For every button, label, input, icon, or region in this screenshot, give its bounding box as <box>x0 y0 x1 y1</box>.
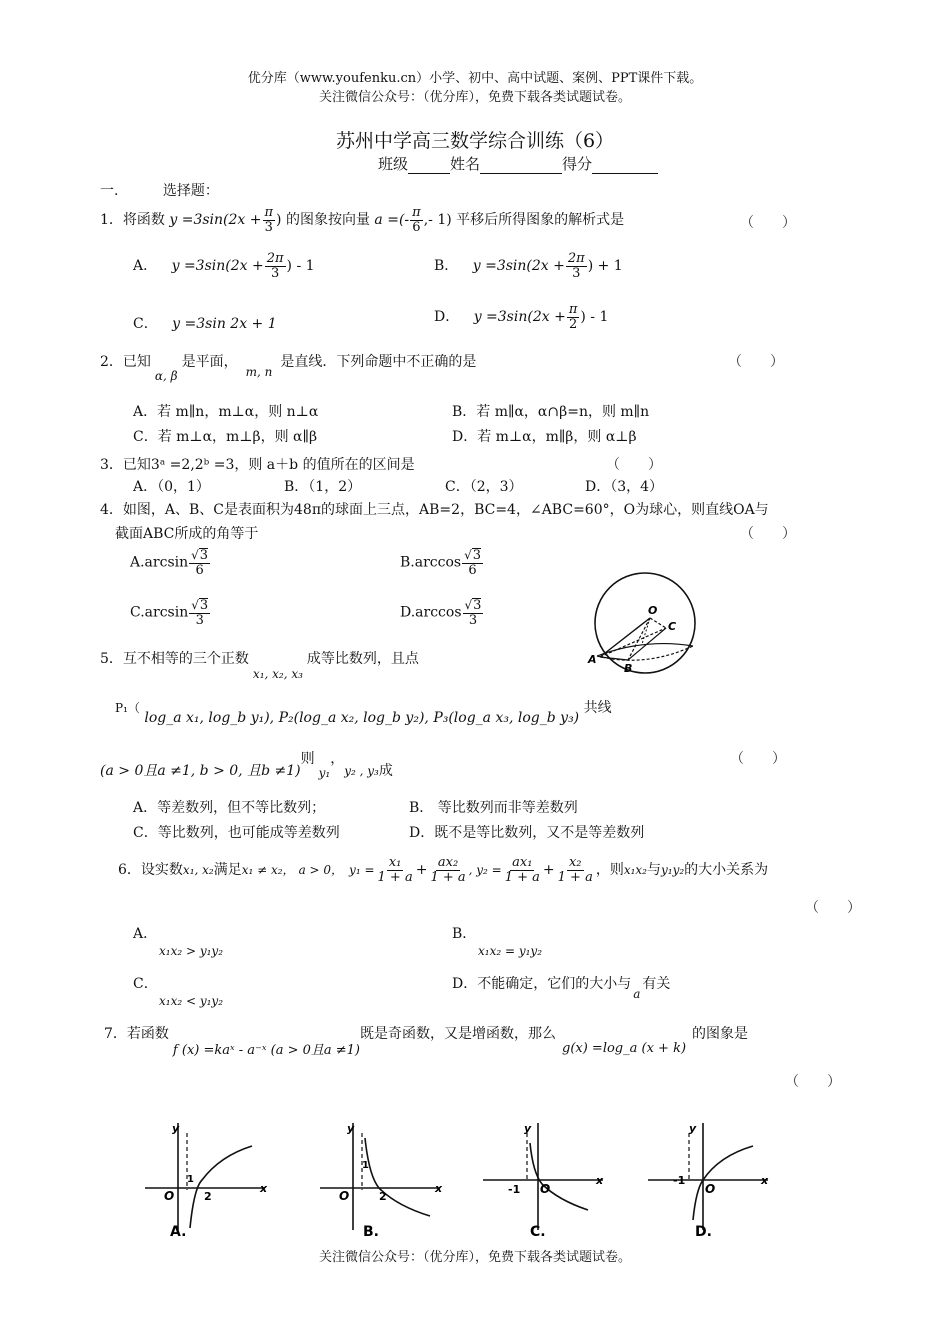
section-heading <box>100 180 219 200</box>
q4-option-d[interactable] <box>400 598 484 627</box>
q6-xx: x₁x₂ <box>623 863 647 878</box>
q5-text-b: 成等比数列，且点 <box>306 651 419 667</box>
question-5 <box>100 648 419 681</box>
q6-option-c[interactable] <box>133 973 223 1009</box>
q1-option-c[interactable] <box>133 313 277 333</box>
q1-b-tail: ) + 1 <box>587 258 623 275</box>
q1-vec-end: ,- 1) <box>423 212 452 229</box>
label-a: A <box>588 653 597 666</box>
q1-close: ) <box>276 212 282 229</box>
y-label: y <box>172 1122 180 1135</box>
question-4-line2: 截面ABC所成的角等于 <box>115 526 259 542</box>
q5-collinear: 共线 <box>583 700 612 716</box>
q4-c-den: 3 <box>195 612 204 628</box>
graph-a[interactable] <box>140 1118 275 1240</box>
q4-option-c[interactable] <box>130 598 211 627</box>
q1-a-num: 2π <box>266 251 284 266</box>
q6-f3-den: 1 + a <box>504 869 540 885</box>
q4-b-label: B.arccos <box>400 554 462 571</box>
q4-option-a[interactable] <box>130 548 211 577</box>
segment-oc <box>650 618 666 628</box>
q6-c-label: C． <box>133 976 158 992</box>
origin-label: O <box>705 1182 716 1196</box>
q6-f3-num: ax₁ <box>512 855 533 870</box>
q1-func: y =3sin(2x + <box>169 212 262 229</box>
q6-yy: y₁y₂ <box>660 863 685 878</box>
score-label: 得分 <box>562 155 593 173</box>
q1-d-frac <box>567 303 580 331</box>
q2-number: 2． <box>100 354 123 370</box>
q5-points <box>115 697 612 726</box>
q3-number: 3． <box>100 457 123 473</box>
log-curve <box>693 1146 753 1220</box>
q1-a-frac <box>265 252 286 280</box>
q4-c-frac: $\frac{√3}{3}$ <box>191 598 209 628</box>
q6-frac-2 <box>428 856 467 884</box>
q3-option-b[interactable]: B．（1，2） <box>284 479 362 495</box>
question-3 <box>100 454 415 474</box>
question-1 <box>100 206 624 234</box>
graph-label: B. <box>363 1224 379 1240</box>
q1-b-den: 3 <box>572 265 581 281</box>
q4-b-den: 6 <box>468 562 477 578</box>
q6-frac-3 <box>503 856 542 884</box>
q4-b-num: 3 <box>472 548 482 563</box>
q1-c-expr: y =3sin 2x + 1 <box>172 316 277 332</box>
q6-y2-lhs: , y₂ = <box>468 863 502 878</box>
q5-xs: x₁, x₂, x₃ <box>252 667 303 681</box>
q5-option-c[interactable]: C．等比数列，也可能成等差数列 <box>133 825 340 841</box>
q5-condition <box>100 748 393 780</box>
x-label: x <box>435 1182 443 1195</box>
q7-text-b: 既是奇函数，又是增函数，那么 <box>360 1026 556 1042</box>
graph-label: A. <box>170 1224 187 1240</box>
q1-a-tail: ) - 1 <box>286 258 315 275</box>
q1-b-frac <box>566 252 587 280</box>
segment-ob <box>628 618 650 660</box>
q3-answer-paren[interactable]: （ ） <box>606 457 662 473</box>
q1-vec-den: 6 <box>412 219 421 235</box>
q1-text-c: 平移后所得图象的解析式是 <box>456 212 625 229</box>
class-label: 班级 <box>378 155 409 173</box>
page-title: 苏州中学高三数学综合训练（6） <box>335 130 615 152</box>
q5-option-d[interactable]: D．既不是等比数列，又不是等差数列 <box>409 825 645 841</box>
q3-text: 已知3ᵃ =2,2ᵇ =3，则 a＋b 的值所在的区间是 <box>122 457 415 473</box>
class-blank[interactable] <box>408 159 450 174</box>
q1-a-label: A． <box>133 258 158 275</box>
q1-vector: a =(- <box>374 212 410 229</box>
q4-a-label: A.arcsin <box>130 554 189 571</box>
q1-option-b[interactable] <box>434 252 623 280</box>
q4-c-label: C.arcsin <box>130 604 189 621</box>
y-label: y <box>347 1122 355 1135</box>
q6-text-b: 满足 <box>213 862 242 879</box>
y-label: y <box>689 1122 697 1135</box>
q7-gx: g(x) =log_a (x + k) <box>562 1041 687 1056</box>
q1-text-b: 的图象按向量 <box>285 212 370 229</box>
q4-option-b[interactable] <box>400 548 484 577</box>
q6-text-a: 设实数 <box>140 862 183 879</box>
q1-d-expr: y =3sin(2x + <box>473 309 566 326</box>
q2-option-a[interactable]: A．若 m∥n，m⊥α，则 n⊥α <box>133 404 319 420</box>
q1-d-label: D． <box>434 309 460 326</box>
q6-f4-den: 1 + a <box>557 869 593 885</box>
q5-option-a[interactable]: A．等差数列，但不等比数列； <box>133 800 326 816</box>
q6-f2-num: ax₂ <box>437 855 459 870</box>
label-c: C <box>668 620 677 633</box>
name-label: 姓名 <box>450 155 481 173</box>
q2-text-b: 是平面， <box>181 354 238 370</box>
q1-frac-num: π <box>264 205 274 220</box>
label-b: B <box>624 662 633 675</box>
q4-c-num: 3 <box>199 598 209 613</box>
site-header-line2: 关注微信公众号：（优分库），免费下载各类试题试卷。 <box>318 90 631 105</box>
q2-answer-paren[interactable]: （ ） <box>728 354 784 370</box>
q1-d-num: π <box>568 302 578 317</box>
q4-answer-paren[interactable]: （ ） <box>740 526 796 542</box>
q1-d-tail: ) - 1 <box>580 309 609 326</box>
q3-option-d[interactable]: D．（3，4） <box>585 479 664 495</box>
q5-option-b[interactable]: B． 等比数列而非等差数列 <box>409 800 578 816</box>
q6-a-expr: x₁x₂ > y₁y₂ <box>159 944 224 958</box>
question-6 <box>118 856 768 884</box>
q2-text-c: 是直线．下列命题中不正确的是 <box>280 354 477 370</box>
q6-c-expr: x₁x₂ < y₁y₂ <box>159 994 224 1008</box>
q4-a-num: 3 <box>199 548 209 563</box>
q6-yu: 与 <box>646 862 661 879</box>
q4-b-frac: $\frac{√3}{6}$ <box>464 548 482 578</box>
q2-option-c[interactable]: C．若 m⊥α，m⊥β，则 α∥β <box>133 429 318 445</box>
q6-option-b[interactable] <box>452 923 542 959</box>
q1-c-label: C． <box>133 316 158 332</box>
q1-a-den: 3 <box>270 265 280 281</box>
q1-vec-frac <box>410 206 423 234</box>
q1-b-expr: y =3sin(2x + <box>472 258 565 275</box>
q6-plus-1: + <box>415 862 428 879</box>
graph-label: C. <box>530 1224 546 1240</box>
q2-text-a: 已知 <box>122 354 151 370</box>
site-header-line1: 优分库（www.youfenku.cn）小学、初中、高中试题、案例、PPT课件下载。 <box>247 71 703 86</box>
origin-label: O <box>164 1189 175 1203</box>
q5-then: 则 <box>300 751 315 767</box>
label-o: O <box>648 604 658 617</box>
q6-d-tail: 有关 <box>642 976 671 992</box>
q4-d-frac: $\frac{√3}{3}$ <box>464 598 482 628</box>
x-label: x <box>761 1174 769 1187</box>
q5-cond: (a > 0且a ≠1, b > 0, 且b ≠1) <box>100 763 301 779</box>
q6-b-expr: x₁x₂ = y₁y₂ <box>478 944 543 958</box>
graph-d[interactable] <box>643 1118 778 1240</box>
q4-a-frac: $\frac{√3}{6}$ <box>191 548 209 578</box>
q6-d-a: a <box>633 987 641 1001</box>
q6-f4-num: x₂ <box>568 855 582 870</box>
origin-label: O <box>339 1189 350 1203</box>
q1-text-a: 将函数 <box>122 212 165 229</box>
log-curve <box>365 1138 430 1216</box>
q1-b-label: B． <box>434 258 459 275</box>
graph-b[interactable] <box>315 1118 450 1240</box>
q6-frac-1 <box>376 856 415 884</box>
q6-a-label: A． <box>133 926 158 942</box>
site-footer: 关注微信公众号：（优分库），免费下载各类试题试卷。 <box>318 1250 631 1265</box>
graph-label: D. <box>695 1224 712 1240</box>
q7-number: 7． <box>104 1026 127 1042</box>
mark-1: 1 <box>187 1174 194 1185</box>
question-7 <box>104 1023 749 1058</box>
q6-text-c: ，则 <box>595 862 624 879</box>
q5-p1-label: P₁（ <box>115 701 140 715</box>
q1-option-d[interactable] <box>434 303 608 331</box>
q4-d-label: D.arccos <box>400 604 462 621</box>
name-blank[interactable] <box>480 159 562 174</box>
q6-b-label: B． <box>452 926 477 942</box>
q5-comma: ， <box>330 751 345 767</box>
q2-option-b[interactable]: B．若 m∥α，α∩β=n，则 m∥n <box>452 404 650 420</box>
q6-y1-lhs: y₁ = <box>349 863 375 878</box>
q6-option-d[interactable] <box>452 973 671 1001</box>
q6-text-d: 的大小关系为 <box>684 862 769 879</box>
q6-frac-4 <box>556 856 595 884</box>
q1-number: 1． <box>100 212 123 229</box>
q7-text-c: 的图象是 <box>692 1026 749 1042</box>
q5-y23: y₂ , y₃ <box>344 764 379 778</box>
q5-cheng: 成 <box>378 763 393 779</box>
score-blank[interactable] <box>592 159 658 174</box>
x-label: x <box>596 1174 604 1187</box>
q4-a-den: 6 <box>195 562 204 578</box>
origin-label: O <box>540 1182 551 1196</box>
q1-d-den: 2 <box>568 316 578 332</box>
q7-fx: f (x) =kaˣ - a⁻ˣ (a > 0且a ≠1) <box>172 1043 360 1058</box>
section-number: 一. <box>100 183 119 199</box>
q2-alpha-beta: α, β <box>154 369 178 383</box>
q2-mn: m, n <box>245 365 273 379</box>
q3-option-a[interactable]: A．（0，1） <box>133 479 210 495</box>
question-2 <box>100 351 477 383</box>
section-label: 选择题： <box>162 183 219 199</box>
q5-y1: y₁ <box>318 766 331 780</box>
q1-a-expr: y =3sin(2x + <box>171 258 264 275</box>
mark-2: 2 <box>204 1190 212 1203</box>
segment-oa <box>600 618 650 657</box>
student-info <box>378 153 658 174</box>
mark-1: -1 <box>508 1183 521 1196</box>
log-curve <box>190 1146 252 1228</box>
q1-b-num: 2π <box>567 251 585 266</box>
graph-c[interactable] <box>478 1118 613 1240</box>
x-label: x <box>260 1182 268 1195</box>
question-4-line1: 4．如图，A、B、C是表面积为48π的球面上三点，AB=2，BC=4，∠ABC=60°，O为球心，则直线OA与 <box>100 502 769 518</box>
q1-option-a[interactable] <box>133 252 315 280</box>
q2-option-d[interactable]: D．若 m⊥α，m∥β，则 α⊥β <box>452 429 637 445</box>
q6-d-text: D．不能确定，它们的大小与 <box>452 976 632 992</box>
q4-d-num: 3 <box>473 598 482 613</box>
q5-points-expr: log_a x₁, log_b y₁), P₂(log_a x₂, log_b y₂), P₃(log_a x₃, log_b y₃) <box>144 710 580 726</box>
q6-neq: x₁ ≠ x₂， <box>241 863 295 878</box>
mark-1: 1 <box>362 1160 369 1171</box>
q7-text-a: 若函数 <box>126 1026 169 1042</box>
y-label: y <box>524 1122 532 1135</box>
sphere-figure <box>580 568 710 678</box>
q6-plus-2: + <box>542 862 555 879</box>
q5-text-a: 互不相等的三个正数 <box>122 651 249 667</box>
q6-f2-den: 1 + a <box>430 869 466 885</box>
q6-a-pos: a > 0， <box>298 863 344 878</box>
q1-frac <box>263 206 276 234</box>
q3-option-c[interactable]: C．（2，3） <box>445 479 523 495</box>
q1-vec-num: π <box>412 205 421 220</box>
q1-frac-den: 3 <box>264 219 273 235</box>
mark-1: -1 <box>673 1174 686 1187</box>
q5-answer-paren[interactable]: （ ） <box>730 751 786 767</box>
q6-x12: x₁, x₂ <box>182 863 214 878</box>
q6-option-a[interactable] <box>133 923 223 959</box>
q1-answer-paren[interactable]: （ ） <box>740 215 796 231</box>
q4-d-den: 3 <box>468 612 478 628</box>
q6-number: 6． <box>118 862 141 879</box>
q6-f1-num: x₁ <box>388 855 402 870</box>
q6-answer-paren[interactable]: （ ） <box>805 900 861 916</box>
q6-f1-den: 1 + a <box>377 869 413 885</box>
mark-2: 2 <box>379 1190 387 1203</box>
q7-answer-paren[interactable]: （ ） <box>785 1074 841 1090</box>
q5-number: 5． <box>100 651 123 667</box>
segment-ac <box>600 628 666 657</box>
